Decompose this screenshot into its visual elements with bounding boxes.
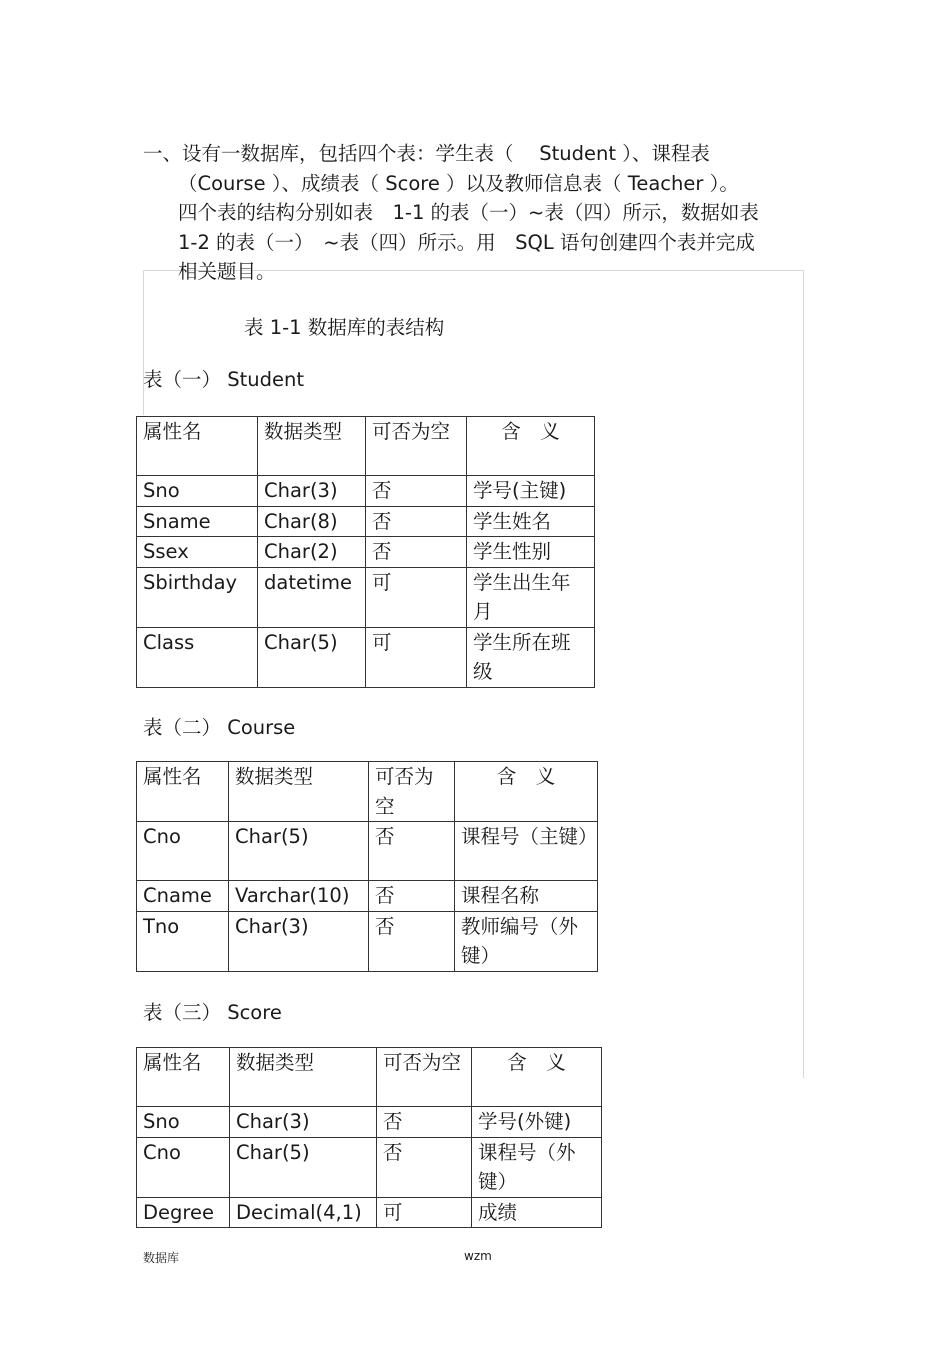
table-cell: Class — [137, 627, 258, 687]
score-table — [136, 1047, 602, 1228]
table-cell: Degree — [137, 1197, 230, 1228]
table-row — [137, 911, 598, 971]
table-cell: Char(8) — [258, 506, 366, 537]
table-cell: Char(3) — [258, 476, 366, 507]
footer-left: 数据库 — [143, 1251, 180, 1265]
table-cell: 可 — [366, 627, 467, 687]
table-cell: 学生性别 — [467, 537, 595, 568]
table-row — [137, 1197, 602, 1228]
header-data-type: 数据类型 — [258, 417, 366, 476]
table-cell: 课程号（外键） — [472, 1137, 602, 1197]
table-cell: Cname — [137, 881, 229, 912]
table-cell: Cno — [137, 822, 229, 881]
table-row — [137, 1137, 602, 1197]
header-attr-name: 属性名 — [137, 762, 229, 822]
frame-left-line — [143, 270, 144, 415]
table-cell: 否 — [369, 911, 455, 971]
table3-caption: 表（三） Score — [143, 1001, 282, 1024]
header-data-type: 数据类型 — [229, 762, 369, 822]
intro-line-1: 一、设有一数据库，包括四个表：学生表（ Student ）、课程表 — [143, 142, 710, 165]
table-cell: 否 — [369, 881, 455, 912]
table-cell: 否 — [369, 822, 455, 881]
table-cell: 学生所在班级 — [467, 627, 595, 687]
table-row — [137, 476, 595, 507]
header-data-type: 数据类型 — [230, 1048, 377, 1107]
table1-caption: 表（一） Student — [143, 368, 304, 391]
intro-line-4: 1-2 的表（一） ~表（四）所示。用 SQL 语句创建四个表并完成 — [178, 230, 755, 254]
table-cell: Char(3) — [230, 1107, 377, 1138]
table-cell: 否 — [377, 1107, 472, 1138]
structure-title: 表 1-1 数据库的表结构 — [244, 316, 445, 339]
footer-center: wzm — [464, 1249, 492, 1263]
table-cell: Char(5) — [229, 822, 369, 881]
intro-line-2: （Course ）、成绩表（ Score ）以及教师信息表（ Teacher ）。 — [178, 171, 739, 195]
intro-line-5: 相关题目。 — [178, 260, 276, 283]
table-header-row — [137, 762, 598, 822]
table-cell: 学号(主键) — [467, 476, 595, 507]
table-cell: Tno — [137, 911, 229, 971]
course-table — [136, 761, 598, 972]
table-row — [137, 627, 595, 687]
intro-line-3: 四个表的结构分别如表 1-1 的表（一）~表（四）所示，数据如表 — [178, 201, 759, 224]
header-meaning: 含 义 — [472, 1048, 602, 1107]
table-cell: 课程名称 — [455, 881, 598, 912]
table-row — [137, 822, 598, 881]
header-attr-name: 属性名 — [137, 417, 258, 476]
table-cell: Char(3) — [229, 911, 369, 971]
table-cell: 成绩 — [472, 1197, 602, 1228]
table-cell: Decimal(4,1) — [230, 1197, 377, 1228]
header-nullable: 可否为空 — [377, 1048, 472, 1107]
table-cell: 可 — [366, 567, 467, 627]
table-row — [137, 506, 595, 537]
table-cell: 否 — [366, 506, 467, 537]
table2-caption: 表（二） Course — [143, 716, 296, 739]
table-cell: datetime — [258, 567, 366, 627]
table-cell: Sbirthday — [137, 567, 258, 627]
header-nullable: 可否为空 — [366, 417, 467, 476]
intro-paragraph — [143, 139, 823, 287]
table-row — [137, 1107, 602, 1138]
table-cell: Sno — [137, 476, 258, 507]
table-cell: Char(2) — [258, 537, 366, 568]
table-cell: Sname — [137, 506, 258, 537]
table-cell: 课程号（主键） — [455, 822, 598, 881]
table-cell: Cno — [137, 1137, 230, 1197]
table-cell: Sno — [137, 1107, 230, 1138]
table-cell: 教师编号（外键） — [455, 911, 598, 971]
table-header-row — [137, 417, 595, 476]
header-meaning: 含 义 — [467, 417, 595, 476]
frame-right-line — [803, 270, 804, 1078]
table-header-row — [137, 1048, 602, 1107]
table-cell: 否 — [366, 537, 467, 568]
student-table — [136, 416, 595, 688]
table-cell: Ssex — [137, 537, 258, 568]
table-cell: 可 — [377, 1197, 472, 1228]
table-cell: Char(5) — [230, 1137, 377, 1197]
table-cell: 学号(外键) — [472, 1107, 602, 1138]
table-row — [137, 881, 598, 912]
table-cell: 否 — [377, 1137, 472, 1197]
header-attr-name: 属性名 — [137, 1048, 230, 1107]
table-cell: 学生出生年月 — [467, 567, 595, 627]
table-cell: Varchar(10) — [229, 881, 369, 912]
header-nullable: 可否为空 — [369, 762, 455, 822]
table-row — [137, 567, 595, 627]
table-cell: 学生姓名 — [467, 506, 595, 537]
table-row — [137, 537, 595, 568]
header-meaning: 含 义 — [455, 762, 598, 822]
table-cell: 否 — [366, 476, 467, 507]
table-cell: Char(5) — [258, 627, 366, 687]
